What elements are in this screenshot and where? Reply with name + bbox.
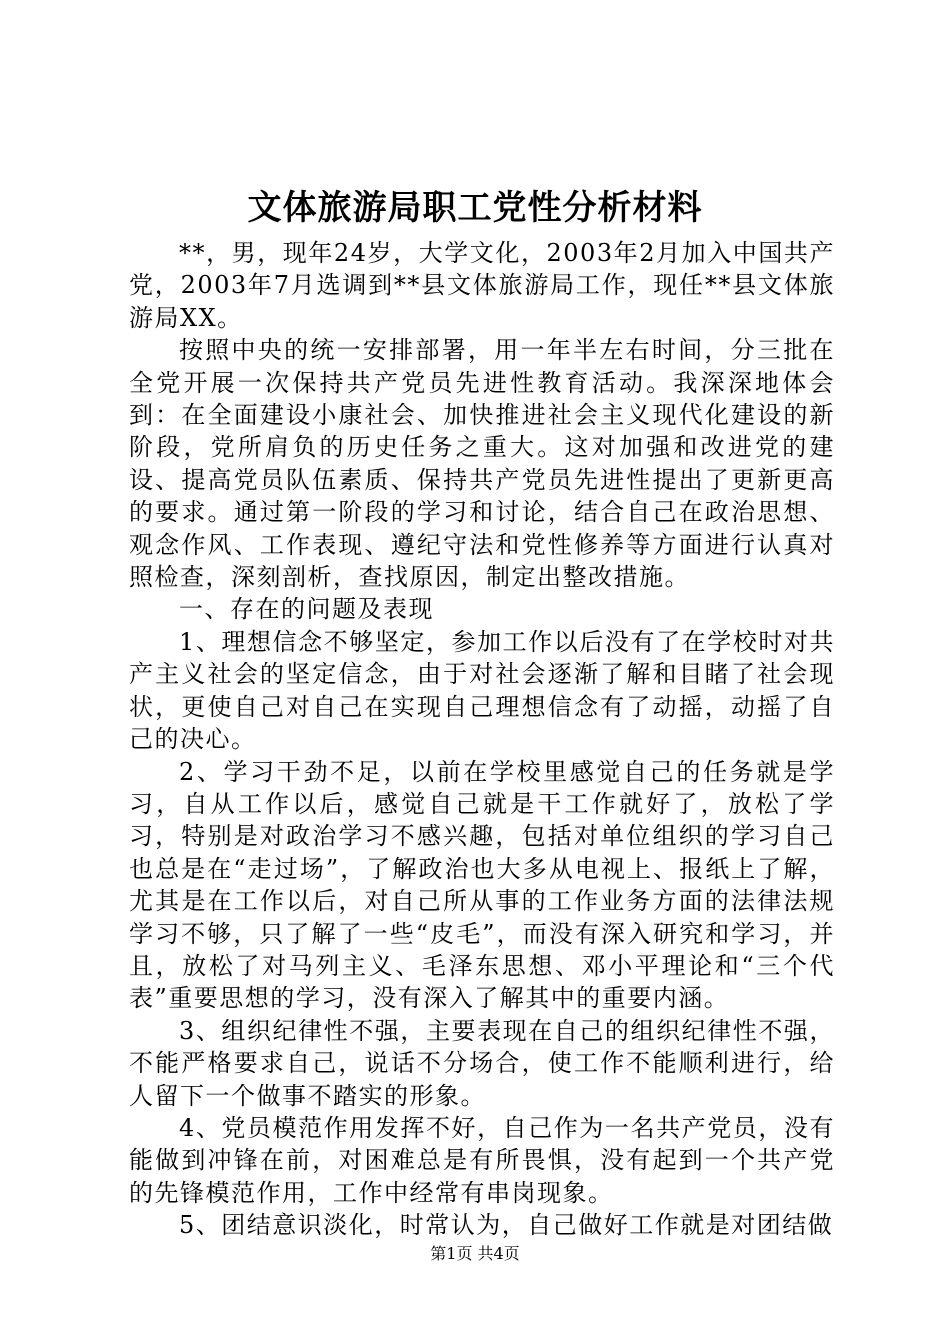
paragraph-item-5: 5、团结意识淡化，时常认为，自己做好工作就是对团结做 [179, 1211, 834, 1240]
paragraph-item-3: 3、组织纪律性不强，主要表现在自己的组织纪律性不强，不能严格要求自己，说话不分场合，使工作不能顺利进行，给人留下一个做事不踏实的形象。 [129, 1016, 835, 1110]
section-heading-problems: 一、存在的问题及表现 [179, 595, 434, 624]
paragraph-item-4: 4、党员模范作用发挥不好，自己作为一名共产党员，没有能做到冲锋在前，对困难总是有所畏惧，没有起到一个共产党的先锋模范作用，工作中经常有串岗现象。 [129, 1113, 835, 1207]
paragraph-item-1: 1、理想信念不够坚定，参加工作以后没有了在学校时对共产主义社会的坚定信念，由于对社会逐渐了解和目睹了社会现状，更使自己对自己在实现自己理想信念有了动摇，动摇了自己的决心。 [129, 627, 835, 754]
page-number-footer: 第1页 共4页 [430, 1244, 520, 1263]
document-body [129, 237, 835, 1242]
paragraph-item-2: 2、学习干劲不足，以前在学校里感觉自己的任务就是学习，自从工作以后，感觉自己就是干工作就好了，放松了学习，特别是对政治学习不感兴趣，包括对单位组织的学习自己也总是在“走过场”，了解政治也大多从电视上、报纸上了解，尤其是在工作以后，对自己所从事的工作业务方面的法律法规学习不够，只了解了一些“皮毛”，而没有深入研究和学习，并且，放松了对马列主义、毛泽东思想、邓小平理论和“三个代表”重要思想的学习，没有深入了解其中的重要内涵。 [129, 757, 835, 1013]
paragraph-background: 按照中央的统一安排部署，用一年半左右时间，分三批在全党开展一次保持共产党员先进性教育活动。我深深地体会到：在全面建设小康社会、加快推进社会主义现代化建设的新阶段，党所肩负的历史任务之重大。这对加强和改进党的建设、提高党员队伍素质、保持共产党员先进性提出了更新更高的要求。通过第一阶段的学习和讨论，结合自己在政治思想、观念作风、工作表现、遵纪守法和党性修养等方面进行认真对照检查，深刻剖析，查找原因，制定出整改措施。 [129, 336, 835, 592]
document-title: 文体旅游局职工党性分析材料 [247, 188, 703, 228]
paragraph-intro: **，男，现年24岁，大学文化，2003年2月加入中国共产党，2003年7月选调到**县文体旅游局工作，现任**县文体旅游局XX。 [129, 239, 835, 332]
